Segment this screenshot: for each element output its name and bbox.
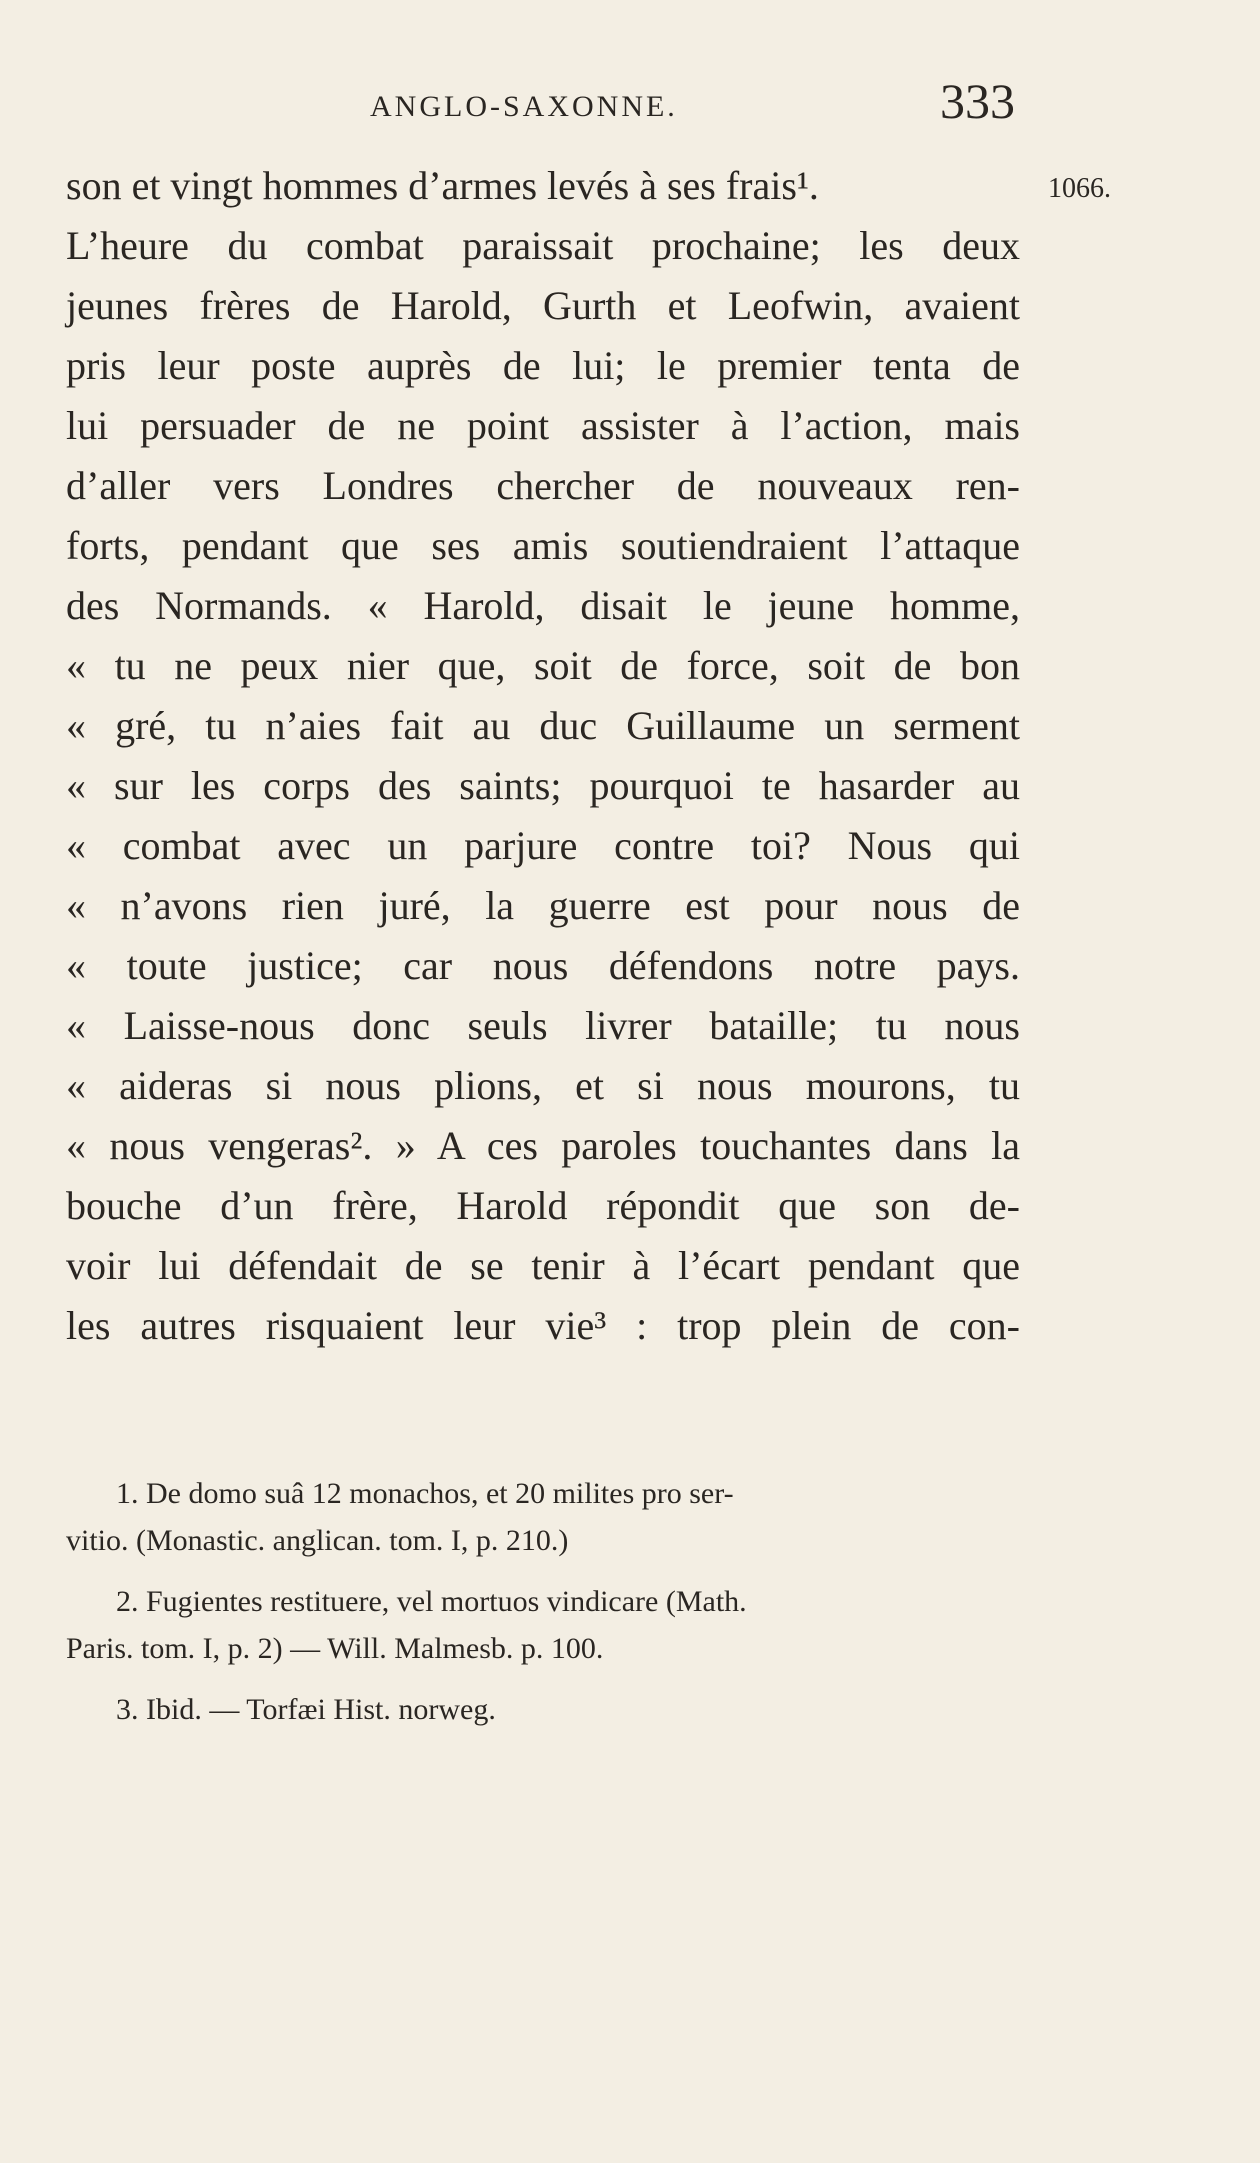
footnote-1: 1. De domo suâ 12 monachos, et 20 milites pro ser- xyxy=(116,1477,734,1510)
text-line: « Laisse-nous donc seuls livrer bataille; tu nous xyxy=(66,1003,1020,1048)
text-line: « aideras si nous plions, et si nous mourons, tu xyxy=(66,1063,1020,1108)
text-line: des Normands. « Harold, disait le jeune homme, xyxy=(66,583,1020,628)
text-line: les autres risquaient leur vie³ : trop plein de con- xyxy=(66,1303,1020,1348)
text-line: d’aller vers Londres chercher de nouveaux ren- xyxy=(66,463,1020,508)
footnote-2: 2. Fugientes restituere, vel mortuos vindicare (Math. xyxy=(116,1585,747,1618)
text-line: jeunes frères de Harold, Gurth et Leofwin, avaient xyxy=(66,283,1020,328)
text-line: lui persuader de ne point assister à l’action, mais xyxy=(66,403,1020,448)
main-text xyxy=(66,156,1020,1356)
footnote-1-cont: vitio. (Monastic. anglican. tom. I, p. 210.) xyxy=(66,1524,569,1557)
text-line: « n’avons rien juré, la guerre est pour nous de xyxy=(66,883,1020,928)
text-line: pris leur poste auprès de lui; le premier tenta de xyxy=(66,343,1020,388)
text-line: « combat avec un parjure contre toi? Nous qui xyxy=(66,823,1020,868)
text-line: « tu ne peux nier que, soit de force, soit de bon xyxy=(66,643,1020,688)
footnote-2-cont: Paris. tom. I, p. 2) — Will. Malmesb. p. 100. xyxy=(66,1632,604,1665)
page-number: 333 xyxy=(940,73,1015,129)
text-line: bouche d’un frère, Harold répondit que son de- xyxy=(66,1183,1020,1228)
margin-year-note: 1066. xyxy=(1048,173,1111,204)
text-line: voir lui défendait de se tenir à l’écart pendant que xyxy=(66,1243,1020,1288)
text-line: L’heure du combat paraissait prochaine; les deux xyxy=(66,223,1020,268)
text-line: « nous vengeras². » A ces paroles touchantes dans la xyxy=(66,1123,1020,1168)
text-line: « toute justice; car nous défendons notre pays. xyxy=(66,943,1020,988)
text-line: « gré, tu n’aies fait au duc Guillaume un serment xyxy=(66,703,1020,748)
text-line: forts, pendant que ses amis soutiendraient l’attaque xyxy=(66,523,1020,568)
text-line: son et vingt hommes d’armes levés à ses frais¹. xyxy=(66,163,819,208)
text-line: « sur les corps des saints; pourquoi te hasarder au xyxy=(66,763,1020,808)
running-title: ANGLO-SAXONNE. xyxy=(370,90,678,123)
footnotes xyxy=(66,1470,1020,1733)
footnote-3: 3. Ibid. — Torfæi Hist. norweg. xyxy=(116,1693,496,1726)
